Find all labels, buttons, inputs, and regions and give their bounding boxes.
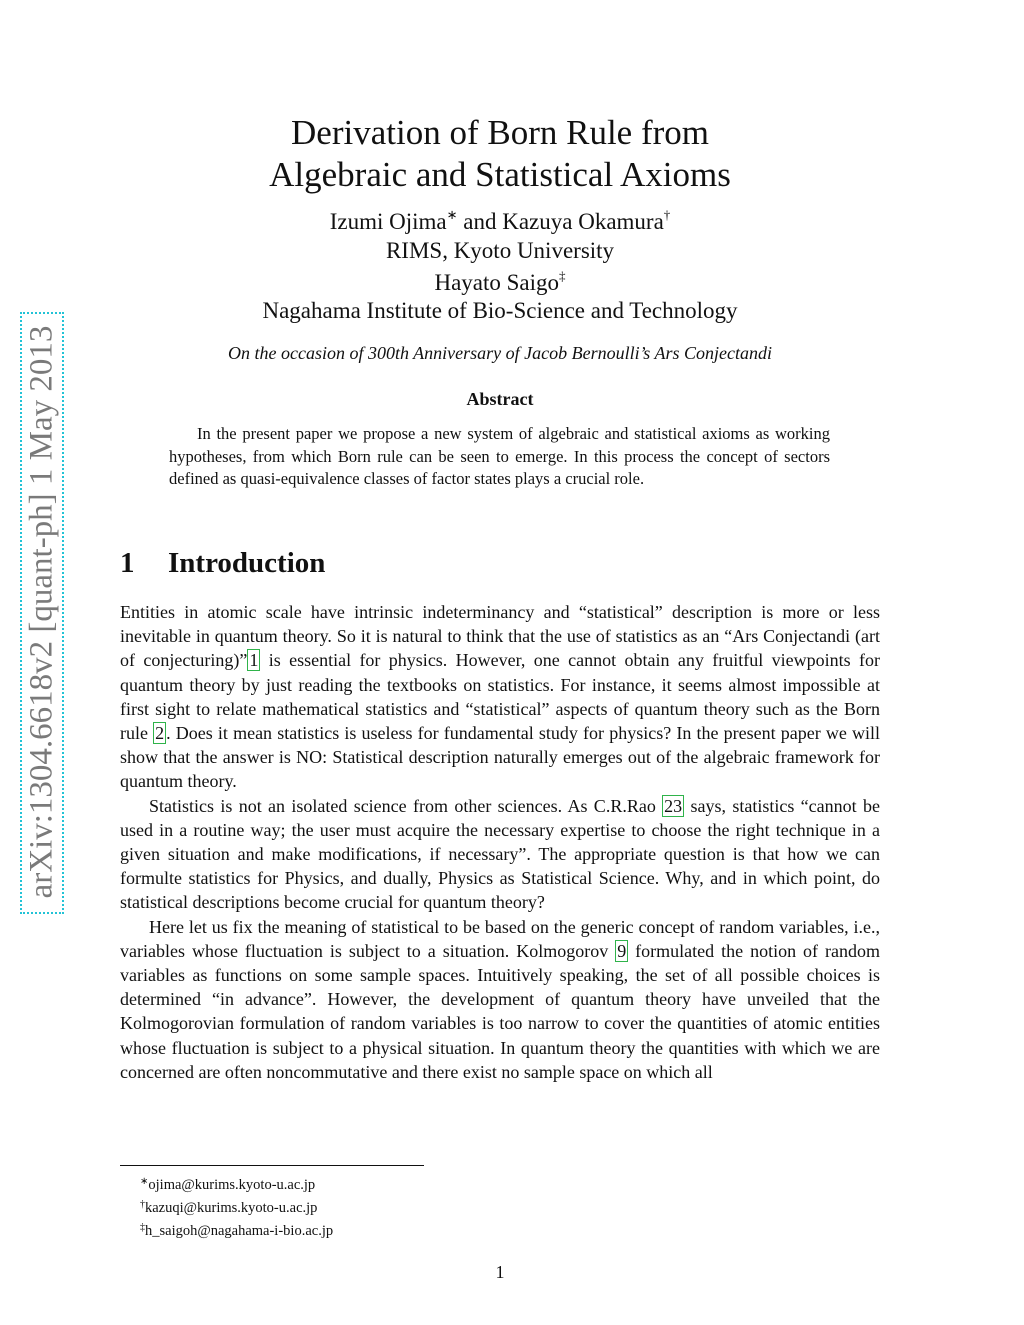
paper-title [0, 112, 1000, 196]
email-saigo: h_saigoh@nagahama-i-bio.ac.jp [145, 1223, 334, 1239]
affiliation-nagahama: Nagahama Institute of Bio-Science and Technology [262, 298, 738, 323]
citation-link[interactable]: 1 [249, 650, 259, 671]
text-run: Statistics is not an isolated science from other sciences. As C.R.Rao [149, 795, 663, 816]
text-run: Entities in atomic scale have intrinsic indeterminancy and “statistical” description is more or less inevitable in quantum theory. So it is natural to think that the use of statistics as an “Ars Conjectandi (art of conjecturing)” [120, 602, 880, 671]
footnote-okamura [140, 1195, 333, 1218]
dedication-line: On the occasion of 300th Anniversary of Jacob Bernoulli’s Ars Conjectandi [228, 343, 772, 363]
email-okamura: kazuqi@kurims.kyoto-u.ac.jp [145, 1200, 318, 1216]
text-run: says, statistics “cannot be used in a routine way; the user must acquire the necessary expertise to choose the right technique in a given situation and make modifications, if necessary”. The appropriate question is that how we can formulte statistics for Physics, and dually, Physics as Statistical Science. Why, and in which point, do statistical descriptions become crucial for quantum theory? [120, 795, 880, 913]
title-line-2: Algebraic and Statistical Axioms [269, 155, 731, 194]
text-run: formulated the notion of random variables as functions on some sample spaces. Intuitively speaking, the set of all possible choices is determined “in advance”. However, the development of quantum theory have unveiled that the Kolmogorovian formulation of random variables is too narrow to cover the quantities of atomic entities whose fluctuation is subject to a physical situation. In quantum theory the quantities with which we are concerned are often noncommutative and there exist no sample space on which all [120, 940, 880, 1082]
author-connector: and [457, 209, 503, 234]
section-number: 1 [120, 547, 135, 579]
paragraph-3 [120, 915, 880, 1084]
footnote-saigo [140, 1218, 333, 1241]
footnote-ojima [140, 1172, 333, 1195]
footnote-divider [120, 1165, 424, 1166]
authors-line [0, 207, 1000, 235]
paragraph-1 [120, 600, 880, 794]
author-ojima: Izumi Ojima [329, 209, 447, 234]
affiliation-rims: RIMS, Kyoto University [385, 238, 615, 263]
text-run: is essential for physics. However, one cannot obtain any fruitful viewpoints for quantum theory by just reading the textbooks on statistics. For instance, it seems almost impossible at first sight to relate mathematical statistics and “statistical” aspects of quantum theory such as the Born rule [120, 650, 880, 744]
section-heading [120, 547, 325, 580]
abstract-heading: Abstract [466, 389, 534, 409]
paragraph-2 [120, 794, 880, 915]
citation-link[interactable]: 9 [617, 940, 627, 961]
citation-link[interactable]: 2 [155, 723, 165, 744]
footnote-mark: † [663, 207, 671, 222]
footnote-mark: † [140, 1199, 145, 1210]
arxiv-identifier: arXiv:1304.6618v2 [quant-ph] 1 May 2013 [23, 325, 60, 899]
abstract-text: In the present paper we propose a new system of algebraic and statistical axioms as working hypotheses, from which Born rule can be seen to emerge. In this process the concept of sectors defined as quasi-equivalence classes of factor states plays a crucial role. [169, 424, 830, 488]
footnote-mark: ‡ [559, 268, 566, 283]
section-title: Introduction [168, 547, 326, 579]
citation-link[interactable]: 23 [664, 795, 683, 816]
author-saigo: Hayato Saigo [434, 270, 560, 295]
footnote-mark: ∗ [140, 1176, 149, 1187]
email-ojima: ojima@kurims.kyoto-u.ac.jp [148, 1177, 316, 1193]
title-line-1: Derivation of Born Rule from [291, 113, 709, 152]
body-text [120, 600, 880, 1084]
author-saigo-line [0, 268, 1000, 296]
footnote-mark: ‡ [140, 1222, 145, 1233]
text-run: . Does it mean statistics is useless for fundamental study for physics? In the present paper we will show that the answer is NO: Statistical description naturally emerges out of the algebraic framework for quantum theory. [120, 723, 880, 792]
text-run: Here let us fix the meaning of statistical to be based on the generic concept of random variables, i.e., variables whose fluctuation is subject to a situation. Kolmogorov [120, 916, 880, 961]
author-okamura: Kazuya Okamura [502, 209, 664, 234]
footnote-mark: ∗ [446, 207, 458, 222]
page-number: 1 [495, 1262, 505, 1282]
footnotes [140, 1172, 333, 1241]
